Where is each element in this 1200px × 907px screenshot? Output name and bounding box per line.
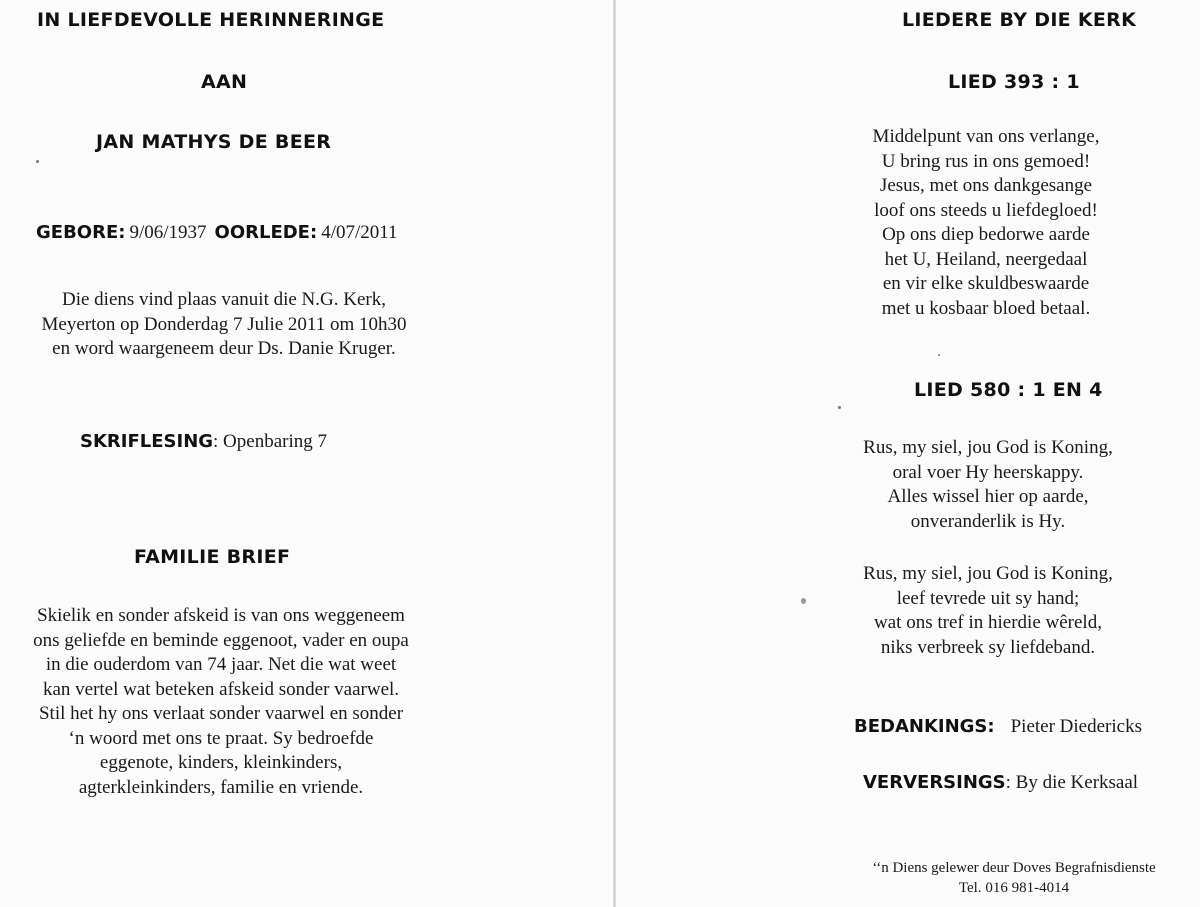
lyric-line: Rus, my siel, jou God is Koning,: [863, 437, 1113, 458]
scan-speck: [938, 354, 940, 356]
thanks-value: Pieter Diedericks: [1010, 716, 1142, 737]
lyric-line: Op ons diep bedorwe aarde: [882, 224, 1090, 245]
scripture-label: SKRIFLESING: [80, 431, 214, 452]
family-line: Skielik en sonder afskeid is van ons weggeneem: [37, 605, 405, 626]
undertaker-footer: [838, 858, 1190, 898]
lyric-line: met u kosbaar bloed betaal.: [881, 297, 1091, 319]
lyric-line: leef tevrede uit sy hand;: [896, 587, 1080, 609]
deceased-name: JAN MATHYS DE BEER: [96, 131, 332, 153]
scripture-value: : Openbaring 7: [213, 431, 328, 452]
service-line: Die diens vind plaas vanuit die N.G. Kerk,: [62, 289, 386, 310]
scan-speck: [36, 160, 39, 163]
refreshments-label: VERVERSINGS: [863, 772, 1006, 793]
thanks-line: [854, 716, 1142, 738]
scan-speck: [838, 406, 841, 409]
family-line: eggenote, kinders, kleinkinders,: [99, 752, 343, 773]
lyric-line: loof ons steeds u liefdegloed!: [874, 199, 1098, 221]
dates-line: [36, 222, 398, 244]
scan-speck: [801, 598, 806, 604]
service-line: en word waargeneem deur Ds. Danie Kruger.: [52, 338, 396, 359]
right-page: [618, 0, 1200, 907]
thanks-label: BEDANKINGS:: [854, 716, 995, 737]
lyric-line: U bring rus in ons gemoed!: [881, 150, 1091, 172]
family-line: agterkleinkinders, familie en vriende.: [78, 776, 364, 798]
song1-lyrics: [836, 125, 1136, 321]
footer-line: ‘‘n Diens gelewer deur Doves Begrafnisdienste: [872, 860, 1156, 876]
born-date: 9/06/1937: [129, 222, 207, 243]
song2-heading: LIED 580 : 1 EN 4: [914, 379, 1103, 401]
aan-heading: AAN: [201, 71, 248, 93]
lyric-line: niks verbreek sy liefdeband.: [880, 636, 1096, 658]
lyric-line: het U, Heiland, neergedaal: [884, 248, 1088, 270]
family-letter: [0, 604, 442, 800]
song2-verse1: [838, 436, 1138, 534]
refreshments-line: [863, 772, 1138, 794]
lyric-line: wat ons tref in hierdie wêreld,: [874, 612, 1102, 633]
family-line: ons geliefde en beminde eggenoot, vader en oupa: [33, 629, 409, 651]
lyric-line: Jesus, met ons dankgesange: [879, 175, 1093, 196]
lyric-line: Rus, my siel, jou God is Koning,: [863, 563, 1113, 584]
service-line: Meyerton op Donderdag 7 Julie 2011 om 10h30: [41, 313, 407, 335]
songs-title: LIEDERE BY DIE KERK: [902, 9, 1137, 31]
scripture-line: [80, 431, 327, 453]
died-date: 4/07/2011: [321, 222, 398, 243]
memorial-title: IN LIEFDEVOLLE HERINNERINGE: [37, 9, 385, 31]
family-line: ‘n woord met ons te praat. Sy bedroefde: [68, 727, 374, 749]
service-details: [0, 288, 448, 362]
page-fold: [613, 0, 616, 907]
refreshments-value: : By die Kerksaal: [1005, 772, 1139, 793]
family-line: in die ouderdom van 74 jaar. Net die wat weet: [45, 654, 397, 675]
family-line: kan vertel wat beteken afskeid sonder vaarwel.: [42, 678, 400, 700]
lyric-line: oral voer Hy heerskappy.: [892, 461, 1084, 483]
died-label: OORLEDE:: [214, 222, 318, 243]
footer-line: Tel. 016 981-4014: [958, 880, 1070, 896]
lyric-line: Middelpunt van ons verlange,: [872, 126, 1100, 147]
born-label: GEBORE:: [36, 222, 126, 243]
family-letter-heading: FAMILIE BRIEF: [134, 546, 291, 568]
song1-heading: LIED 393 : 1: [948, 71, 1080, 93]
lyric-line: en vir elke skuldbeswaarde: [882, 273, 1090, 294]
lyric-line: Alles wissel hier op aarde,: [887, 486, 1089, 507]
family-line: Stil het hy ons verlaat sonder vaarwel en sonder: [38, 703, 404, 724]
lyric-line: onveranderlik is Hy.: [910, 510, 1066, 532]
song2-verse2: [838, 562, 1138, 660]
